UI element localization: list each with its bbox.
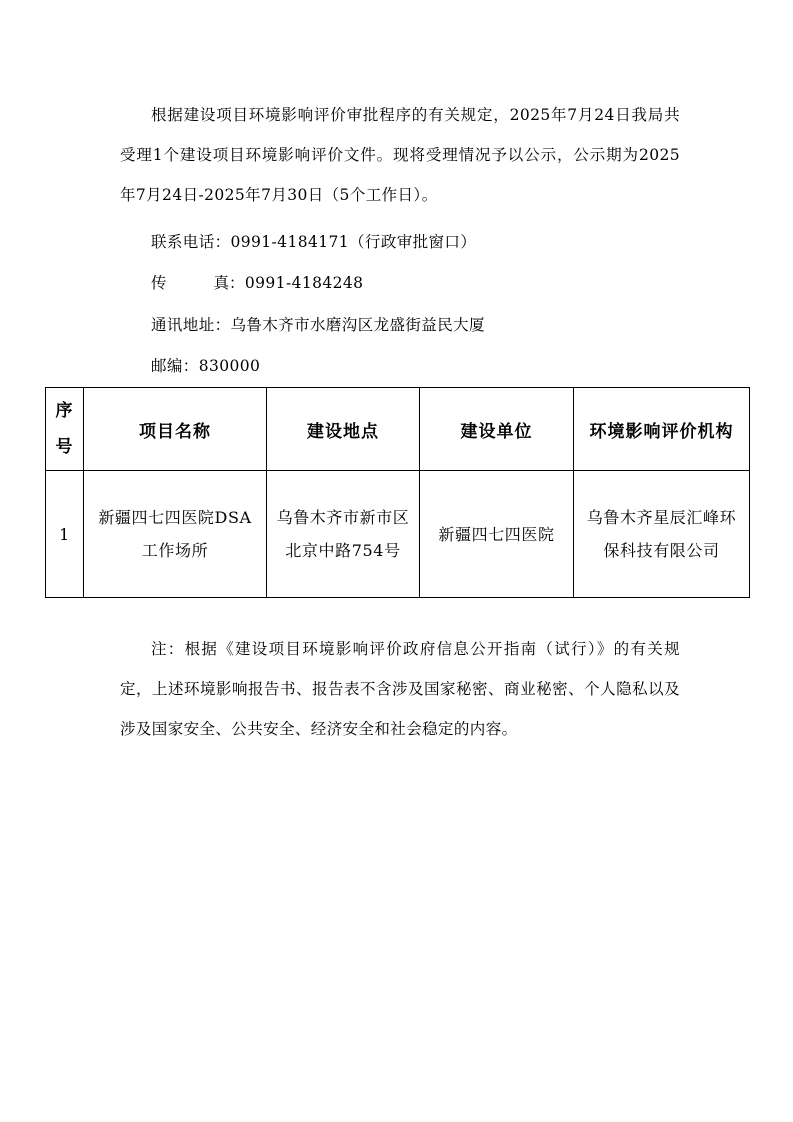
fax-value: ：0991-4184248 [229,274,364,292]
contact-phone: 联系电话：0991-4184171（行政审批窗口） [151,233,477,251]
table-row [46,471,750,598]
header-project-name: 项目名称 [84,388,267,471]
cell-builder: 新疆四七四医院 [420,471,574,598]
header-no: 序号 [46,388,84,471]
note-paragraph: 注：根据《建设项目环境影响评价政府信息公开指南（试行）》的有关规定，上述环境影响报告书、报告表不含涉及国家秘密、商业秘密、个人隐私以及涉及国家安全、公共安全、经济安全和社会稳定的内容。 [120,640,680,738]
cell-location: 乌鲁木齐市新市区北京中路754号 [267,471,420,598]
header-builder: 建设单位 [420,388,574,471]
intro-paragraph: 根据建设项目环境影响评价审批程序的有关规定，2025年7月24日我局共受理1个建设项目环境影响评价文件。现将受理情况予以公示，公示期为2025年7月24日-2025年7月30日（5个工作日）。 [120,106,680,204]
cell-project-name: 新疆四七四医院DSA工作场所 [84,471,267,598]
cell-eia-agency: 乌鲁木齐星辰汇峰环保科技有限公司 [574,471,750,598]
table-header-row [46,388,750,471]
fax-label: 传 真 [151,274,229,292]
contact-address: 通讯地址：乌鲁木齐市水磨沟区龙盛街益民大厦 [151,316,485,334]
contact-postcode: 邮编：830000 [151,357,261,375]
contact-fax [151,273,363,293]
header-eia-agency: 环境影响评价机构 [574,388,750,471]
cell-no: 1 [46,471,84,598]
project-table [45,387,750,598]
header-location: 建设地点 [267,388,420,471]
